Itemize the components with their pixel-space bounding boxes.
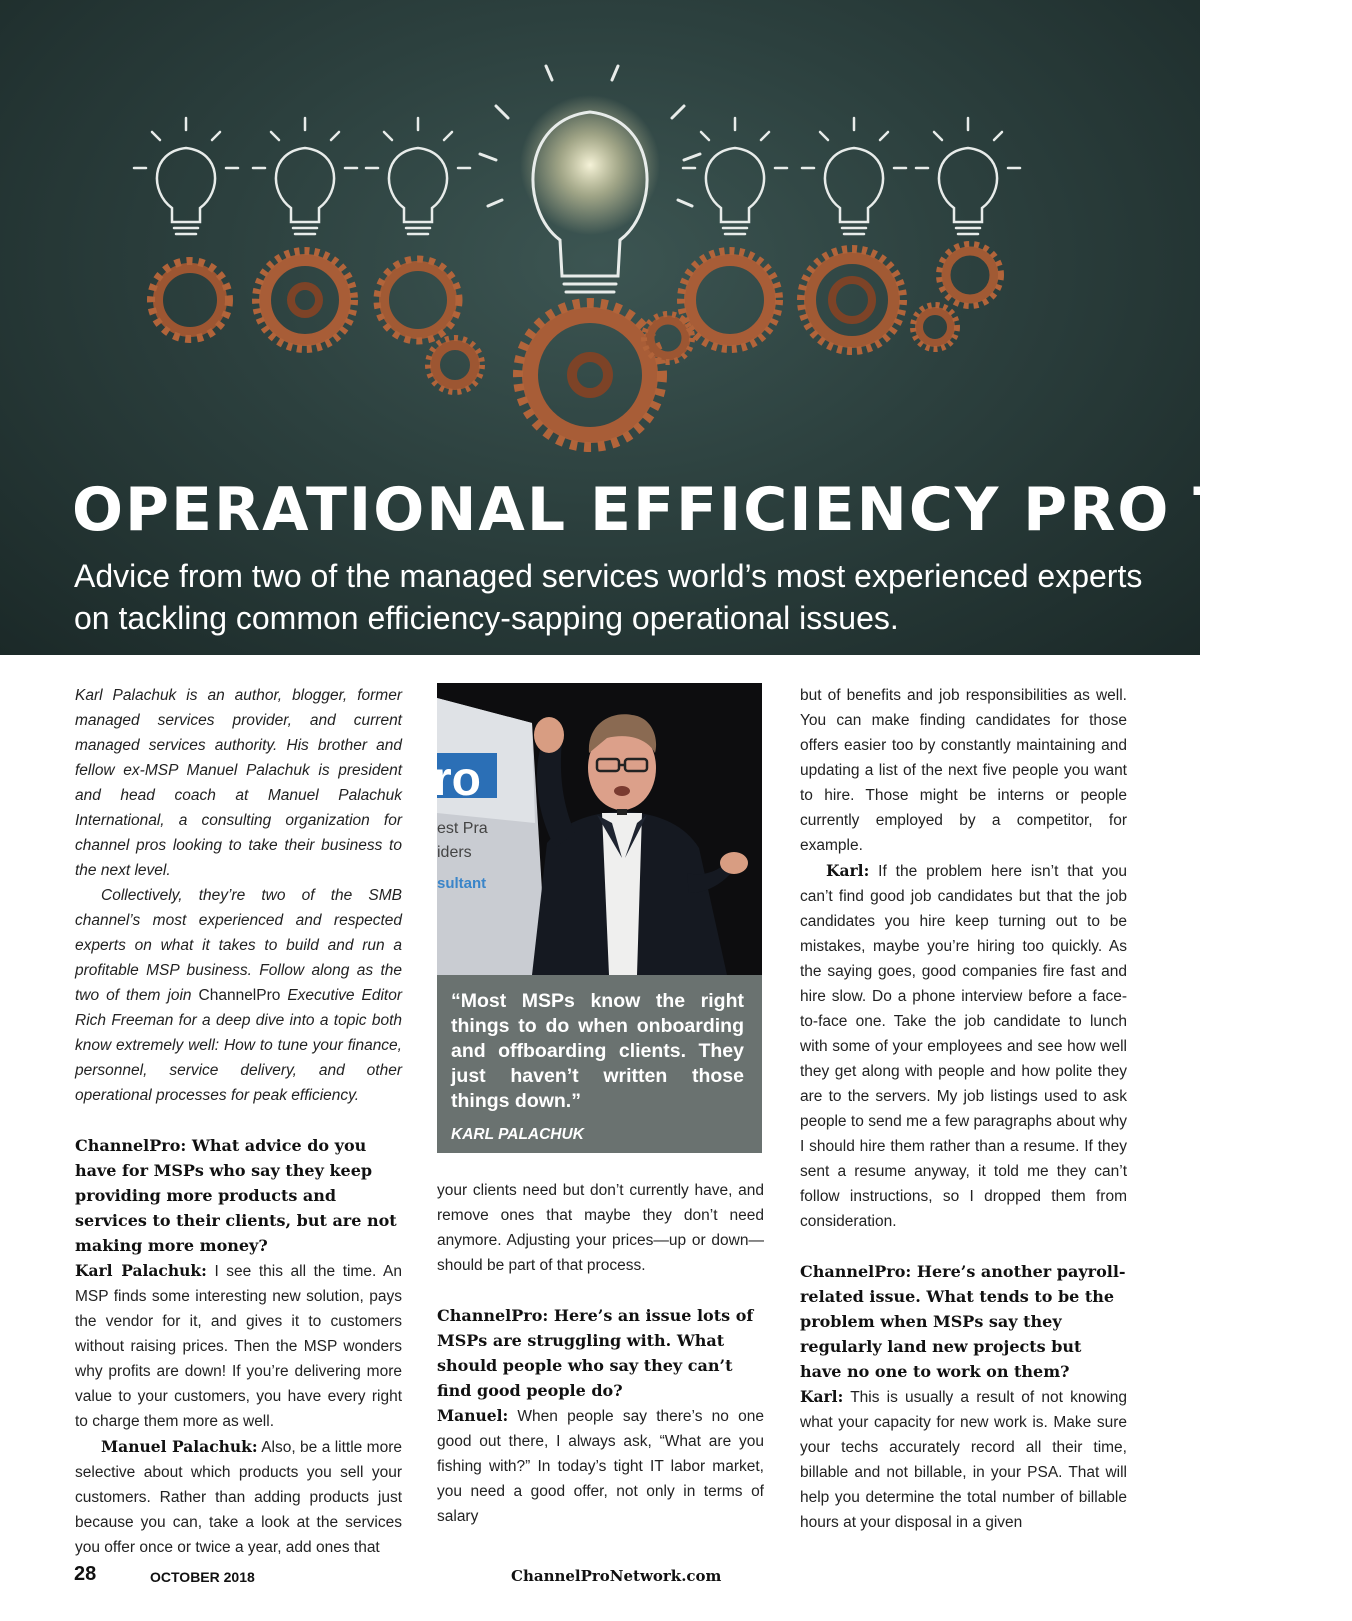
bulb-icon xyxy=(683,118,787,234)
answer-2-continued: your clients need but don’t currently have, and remove ones that maybe they don’t need anymore. Adjusting your prices—up or down—should be part of that process. xyxy=(437,1182,764,1274)
speaker-label: Karl: xyxy=(826,861,870,880)
hero-banner xyxy=(0,0,1352,655)
column-3 xyxy=(800,683,1127,1535)
question-1: ChannelPro: What advice do you have for MSPs who say they keep providing more products and services to their clients, but are not making more money? xyxy=(75,1136,397,1255)
answer-text: This is usually a result of not knowing what your capacity for new work is. Make sure your techs accurately record all their time, billable and not billable, in your PSA. That will help you determine the total number of billable hours at your disposal in a given xyxy=(800,1389,1127,1531)
bulb-icon xyxy=(366,118,470,234)
column-1 xyxy=(75,683,402,1560)
intro-text: Collectively, they’re two of the SMB channel’s most experienced and respected experts on what it takes to build and run a profitable MSP business. Follow along as the two of them join xyxy=(75,887,402,1004)
answer-2 xyxy=(75,1434,402,1560)
banner-fragment: iders xyxy=(437,844,472,861)
page-number: 28 xyxy=(74,1563,97,1585)
answer-text: I see this all the time. An MSP finds some interesting new solution, pays the vendor for it, and gives it to customers without raising prices. Then the MSP wonders why profits are down! If you’re delivering more value to your customers, you have every right to charge them more as well. xyxy=(75,1263,402,1430)
gear-icon xyxy=(681,251,779,349)
pull-quote xyxy=(437,975,762,1153)
pull-quote-attribution: KARL PALACHUK xyxy=(451,1126,584,1143)
speaker-label: Manuel: xyxy=(437,1406,509,1425)
speaker-label: Manuel Palachuk: xyxy=(101,1437,258,1456)
issue-date: OCTOBER 2018 xyxy=(150,1569,255,1585)
deck-subtitle: Advice from two of the managed services world’s most experienced experts on tackling common efficiency-sapping operational issues. xyxy=(74,558,1143,636)
column-2 xyxy=(433,683,764,1529)
answer-4 xyxy=(800,858,1127,1234)
bulb-icon xyxy=(802,118,906,234)
banner-fragment: est Pra xyxy=(437,820,488,837)
answer-text: When people say there’s no one good out there, I always ask, “What are you fishing with?” In today’s tight IT labor market, you need a good offer, not only in terms of salary xyxy=(437,1408,764,1525)
speaker-label: Karl Palachuk: xyxy=(75,1261,207,1280)
answer-text: Also, be a little more selective about which products you sell your customers. Rather than adding products just because you can, take a look at the services you offer once or twice a year, add ones that xyxy=(75,1439,402,1556)
website-url: ChannelProNetwork.com xyxy=(511,1567,722,1585)
answer-1 xyxy=(75,1258,402,1434)
gear-icon xyxy=(939,244,1001,306)
answer-text: If the problem here isn’t that you can’t find good job candidates but that the job candidates you hire keep turning out to be mistakes, maybe you’re hiring too quickly. As the saying goes, good companies fire fast and hire slow. Do a phone interview before a face-to-face one. Take the job candidate to lunch with some of your employees and see how well they get along with people and how polite they are to the servers. My job listings used to ask people to send me a few paragraphs about why I should hire them rather than a resume. If they sent a resume anyway, it told me they can’t follow instructions, so I dropped them from consideration. xyxy=(800,863,1127,1230)
intro-paragraph-1: Karl Palachuk is an author, blogger, former managed services provider, and current managed services authority. His brother and fellow ex-MSP Manuel Palachuk is president and head coach at Manuel Palachuk International, a consulting organization for channel pros looking to take their business to the next level. xyxy=(75,687,402,879)
answer-3-continued: but of benefits and job responsibilities as well. You can make finding candidates for those offers easier too by constantly maintaining and updating a list of the next five people you want to hire. Those might be interns or people currently employed by a competitor, for example. xyxy=(800,687,1127,854)
banner-fragment: sultant xyxy=(437,875,487,892)
gear-icon xyxy=(428,338,482,392)
bulb-icon xyxy=(134,118,238,234)
headline: OPERATIONAL EFFICIENCY PRO TIPS xyxy=(72,475,1352,545)
gear-icon xyxy=(801,249,903,351)
banner-fragment: ro xyxy=(433,753,481,806)
brand-name: ChannelPro xyxy=(198,987,281,1004)
gear-icon xyxy=(377,259,459,341)
question-2: ChannelPro: Here’s an issue lots of MSPs are struggling with. What should people who say they can’t find good people do? xyxy=(437,1306,754,1400)
gear-icon xyxy=(518,303,662,447)
photo-illustration xyxy=(433,683,762,975)
question-3: ChannelPro: Here’s another payroll-related issue. What tends to be the problem when MSPs say they regularly land new projects but have no one to work on them? xyxy=(800,1262,1126,1381)
pull-quote-text: “Most MSPs know the right things to do when onboarding and offboarding clients. They just haven’t written those things down.” xyxy=(451,990,744,1112)
bulb-icon xyxy=(916,118,1020,234)
speaker-label: Karl: xyxy=(800,1387,844,1406)
answer-3 xyxy=(437,1403,764,1529)
bulb-icon xyxy=(253,118,357,234)
intro-text: Executive Editor Rich Freeman for a deep dive into a topic both know extremely well: How to tune your finance, personnel, service delivery, and other operational processes for peak efficiency. xyxy=(75,987,403,1104)
speaker-photo xyxy=(433,683,762,975)
gear-icon xyxy=(913,305,957,349)
intro-paragraph-2 xyxy=(75,883,402,1108)
gear-icon xyxy=(256,251,354,349)
answer-5 xyxy=(800,1384,1127,1535)
gear-icon xyxy=(151,261,229,339)
